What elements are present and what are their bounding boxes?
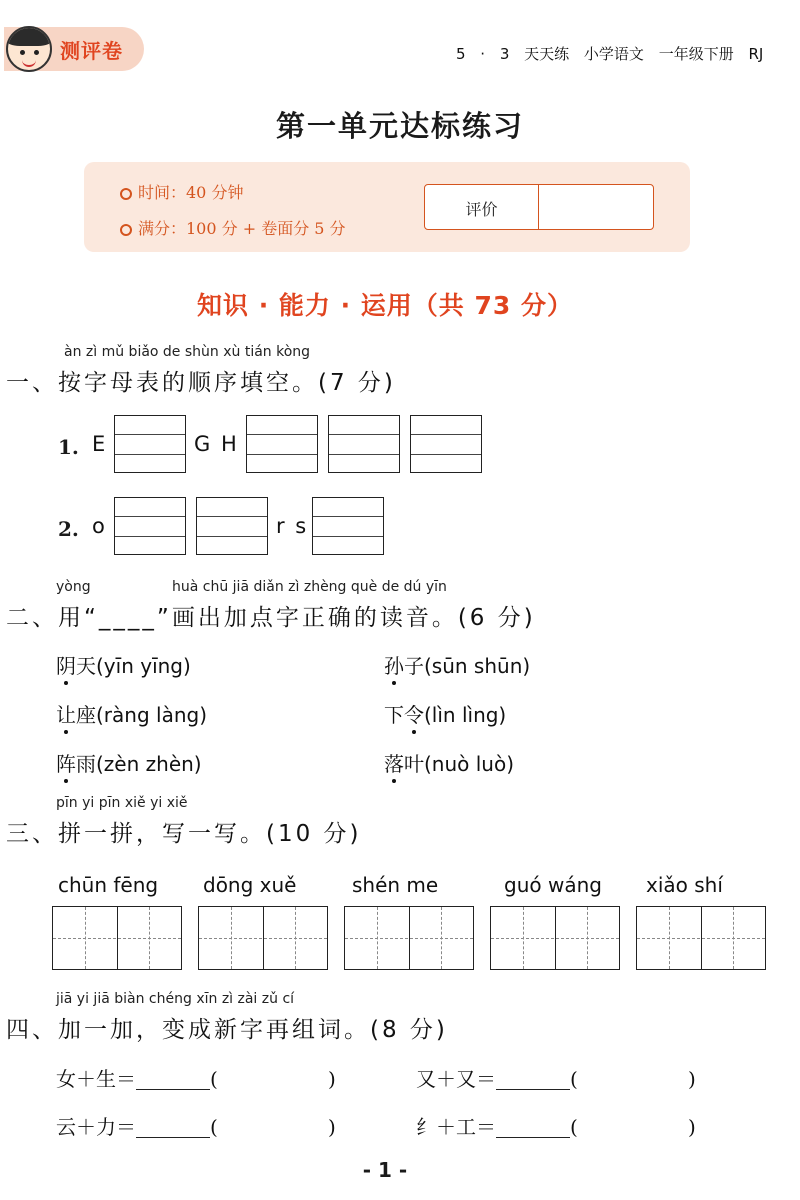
- q1-pinyin: àn zì mǔ biǎo de shùn xù tián kòng: [64, 344, 311, 360]
- q1-row1-blank-2[interactable]: [246, 415, 318, 473]
- answer-blank[interactable]: [496, 1117, 570, 1138]
- q4-equation-4[interactable]: 纟＋工＝ ( ): [416, 1115, 696, 1139]
- badge-label: 测评卷: [60, 39, 123, 63]
- q2-item-2[interactable]: 孙子(sūn shūn): [384, 650, 530, 679]
- answer-blank[interactable]: [136, 1117, 210, 1138]
- q1-row1-blank-3[interactable]: [328, 415, 400, 473]
- time-limit: 时间：40 分钟: [120, 180, 243, 203]
- series-info: 5 · 3 天天练 小学语文 一年级下册 RJ: [456, 45, 764, 63]
- q3-word-2: dōng xuě: [203, 873, 297, 897]
- info-box: [84, 162, 690, 252]
- evaluation-box[interactable]: [424, 184, 654, 230]
- q4-equation-1[interactable]: 女＋生＝ ( ): [56, 1067, 336, 1091]
- q1-row1-letter-a: E: [92, 432, 108, 456]
- q2-item-1[interactable]: 阴天(yīn yīng): [56, 650, 191, 679]
- q4-equation-3[interactable]: 云＋力＝ ( ): [56, 1115, 336, 1139]
- page-number: - 1 -: [362, 1158, 408, 1182]
- q1-row1-letter-b: G H: [194, 432, 239, 456]
- mascot-face-icon: [6, 26, 52, 72]
- q3-title: 三、拼一拼，写一写。(10 分): [6, 821, 362, 847]
- q3-word-3: shén me: [352, 873, 439, 897]
- q3-grid-1[interactable]: [52, 906, 182, 970]
- q3-grid-3[interactable]: [344, 906, 474, 970]
- q2-title: 二、用“____”画出加点字正确的读音。(6 分): [6, 605, 536, 631]
- q1-row2-blank-2[interactable]: [196, 497, 268, 555]
- q3-grid-4[interactable]: [490, 906, 620, 970]
- q3-word-5: xiǎo shí: [646, 873, 723, 897]
- q2-pinyin-a: yòng: [56, 579, 91, 595]
- q3-pinyin: pīn yi pīn xiě yi xiě: [56, 795, 188, 811]
- section-title: 知识 · 能力 · 运用（共 73 分）: [196, 291, 573, 320]
- answer-blank[interactable]: [496, 1069, 570, 1090]
- q1-row2-letter-a: o: [92, 514, 107, 538]
- check-icon: [120, 224, 132, 236]
- q2-item-3[interactable]: 让座(ràng làng): [56, 699, 207, 728]
- q1-row1-number: 1.: [58, 435, 79, 459]
- q4-equation-2[interactable]: 又＋又＝ ( ): [416, 1067, 696, 1091]
- clock-icon: [120, 188, 132, 200]
- q1-row1-blank-4[interactable]: [410, 415, 482, 473]
- q3-grid-2[interactable]: [198, 906, 328, 970]
- evaluation-label: 评价: [465, 200, 498, 219]
- q3-word-1: chūn fēng: [58, 873, 159, 897]
- q1-row1-blank-1[interactable]: [114, 415, 186, 473]
- q1-row2-blank-1[interactable]: [114, 497, 186, 555]
- page-title: 第一单元达标练习: [275, 109, 524, 143]
- q1-row2-number: 2.: [58, 517, 79, 541]
- full-score: 满分：100 分 + 卷面分 5 分: [120, 216, 346, 239]
- q1-row2-blank-3[interactable]: [312, 497, 384, 555]
- q2-item-4[interactable]: 下令(lìn lìng): [384, 699, 506, 728]
- q4-pinyin: jiā yi jiā biàn chéng xīn zì zài zǔ cí: [56, 991, 295, 1007]
- q2-item-5[interactable]: 阵雨(zèn zhèn): [56, 748, 202, 777]
- q3-word-4: guó wáng: [504, 873, 602, 897]
- answer-blank[interactable]: [136, 1069, 210, 1090]
- q3-grid-5[interactable]: [636, 906, 766, 970]
- q4-title: 四、加一加，变成新字再组词。(8 分): [6, 1017, 448, 1043]
- q1-row2-letter-b: r s: [276, 514, 309, 538]
- q1-title: 一、按字母表的顺序填空。(7 分): [6, 370, 396, 396]
- q2-item-6[interactable]: 落叶(nuò luò): [384, 748, 514, 777]
- q2-pinyin-b: huà chū jiā diǎn zì zhèng què de dú yīn: [172, 579, 447, 595]
